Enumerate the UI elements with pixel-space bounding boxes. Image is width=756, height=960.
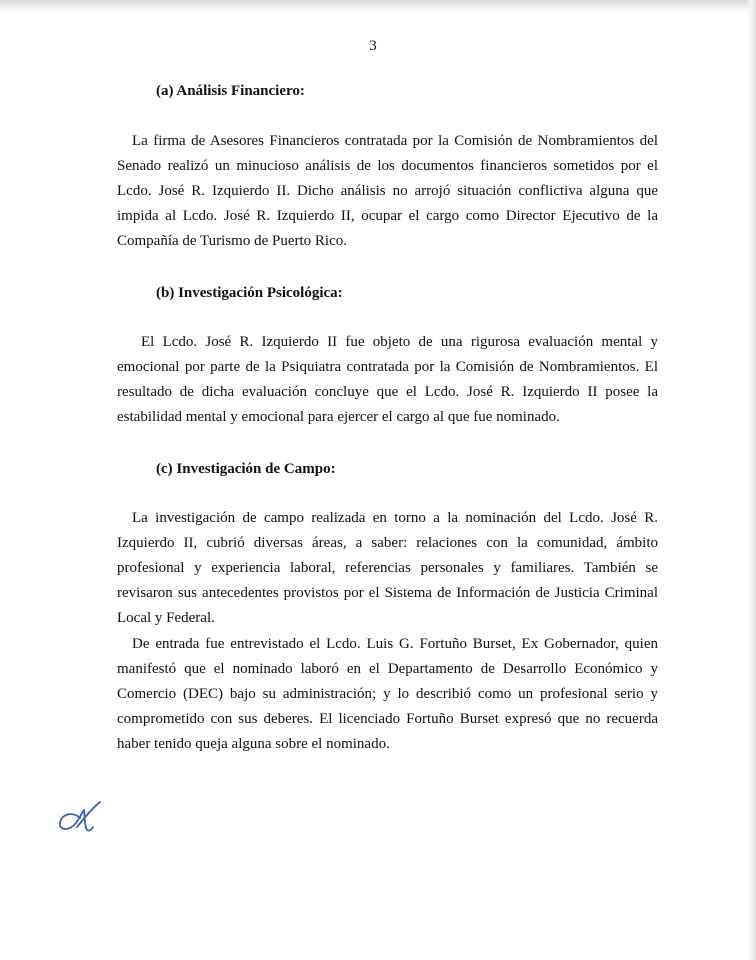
handwritten-initials-icon <box>55 798 103 840</box>
page-top-edge-shadow <box>0 0 756 14</box>
paragraph-financial: La firma de Asesores Financieros contratada por la Comisión de Nombramientos del Senado realizó un minucioso análisis de los documentos financieros sometidos por el Lcdo. José R. Izquierdo II. Dicho análisis no arrojó situación conflictiva alguna que impida al Lcdo. José R. Izquierdo II, ocupar el cargo como Director Ejecutivo de la Compañía de Turismo de Puerto Rico. <box>117 133 658 249</box>
section-heading-financial: (a) Análisis Financiero: <box>156 83 305 99</box>
section-heading-field: (c) Investigación de Campo: <box>156 461 336 477</box>
paragraph-field-1: La investigación de campo realizada en torno a la nominación del Lcdo. José R. Izquierdo II, cubrió diversas áreas, a saber: relaciones con la comunidad, ámbito profesional y experiencia laboral, referencias personales y familiares. También se revisaron sus antecedentes provistos por el Sistema de Información de Justicia Criminal Local y Federal. <box>117 510 658 626</box>
paragraph-psychological: El Lcdo. José R. Izquierdo II fue objeto de una rigurosa evaluación mental y emocional por parte de la Psiquiatra contratada por la Comisión de Nombramientos. El resultado de dicha evaluación concluye que el Lcdo. José R. Izquierdo II posee la estabilidad mental y emocional para ejercer el cargo al que fue nominado. <box>117 334 658 425</box>
paragraph-field-2: De entrada fue entrevistado el Lcdo. Luis G. Fortuño Burset, Ex Gobernador, quien manifestó que el nominado laboró en el Departamento de Desarrollo Económico y Comercio (DEC) bajo su administración; y lo describió como un profesional serio y comprometido con sus deberes. El licenciado Fortuño Burset expresó que no recuerda haber tenido queja alguna sobre el nominado. <box>117 636 658 752</box>
section-heading-psychological: (b) Investigación Psicológica: <box>156 285 343 301</box>
page-number: 3 <box>369 38 377 54</box>
page-right-edge-shadow <box>746 0 756 960</box>
